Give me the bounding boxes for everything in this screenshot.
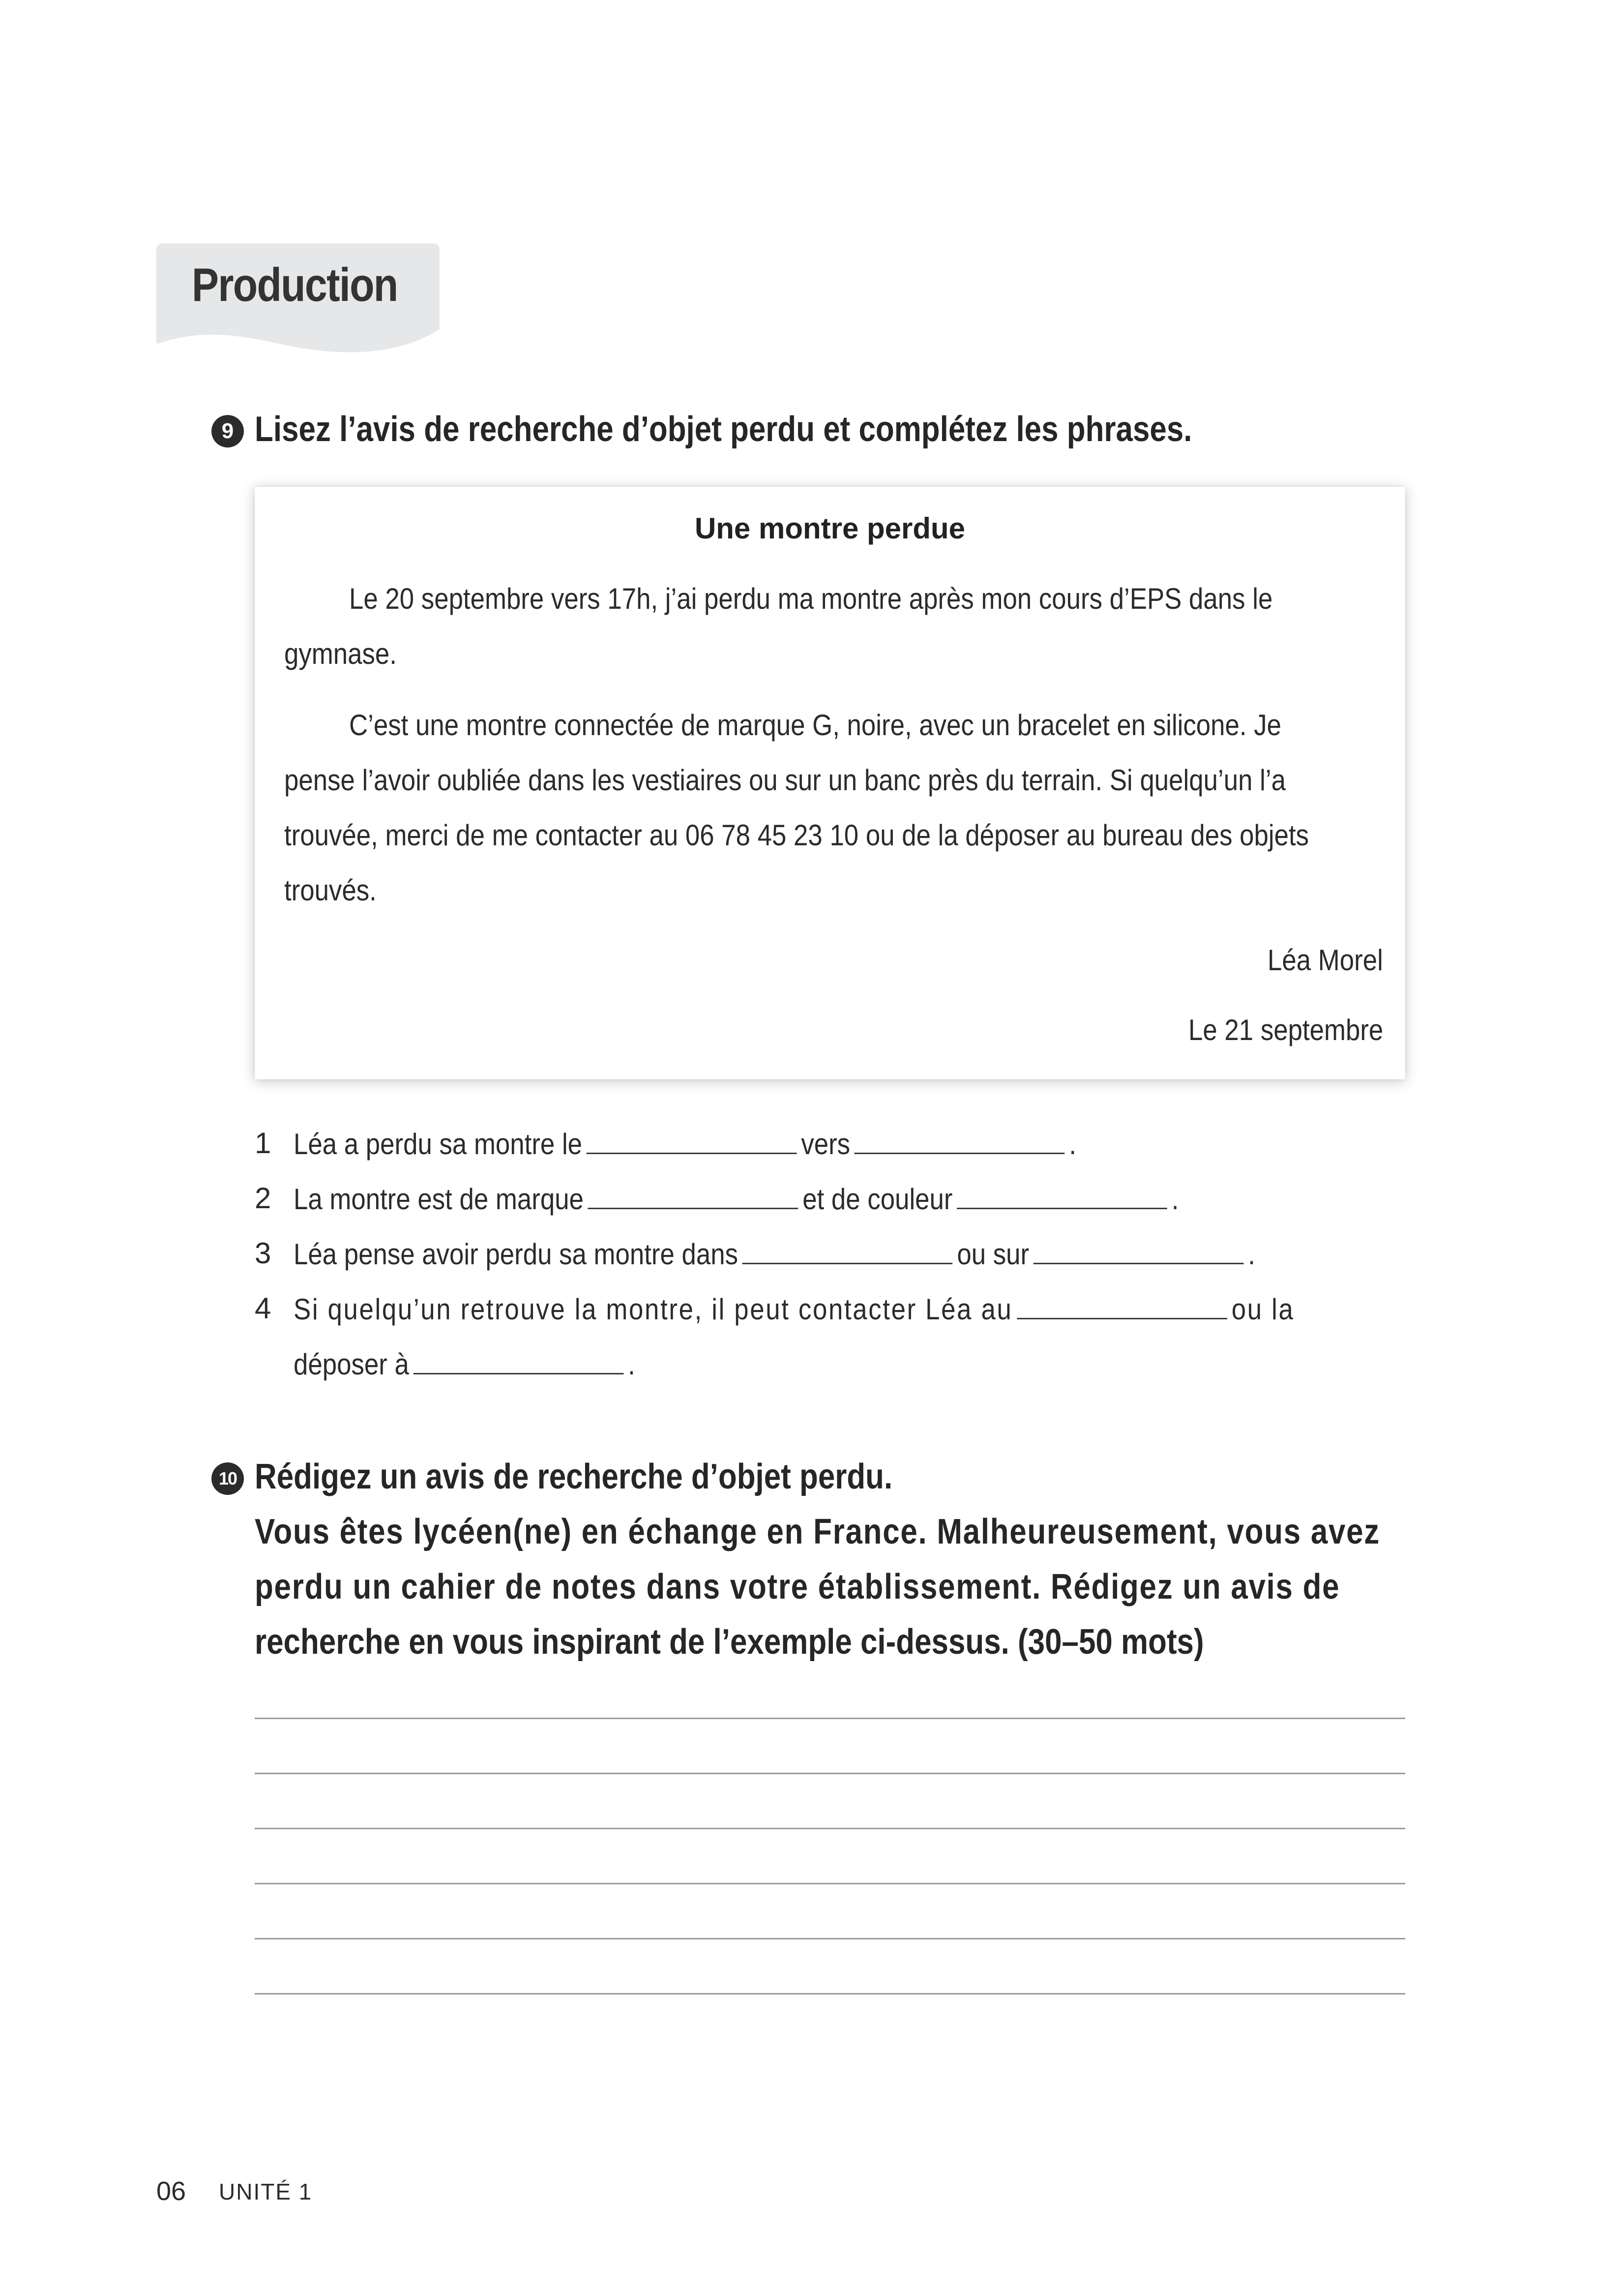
exercise-9-number-badge: 9 <box>211 415 244 447</box>
question-1-number: 1 <box>255 1127 271 1160</box>
answer-blank[interactable] <box>1033 1236 1244 1264</box>
question-1 <box>294 1126 1076 1161</box>
question-4-text-a: Si quelqu’un retrouve la montre, il peut contacter Léa au <box>294 1293 1013 1326</box>
question-1-text-b: vers <box>801 1128 851 1161</box>
notice-paragraph-2-line-4: trouvés. <box>284 874 377 907</box>
writing-line[interactable] <box>255 1773 1405 1774</box>
exercise-10-number-badge: 10 <box>211 1462 244 1495</box>
unit-label: UNITÉ 1 <box>219 2179 313 2204</box>
question-1-end: . <box>1069 1128 1077 1161</box>
answer-blank[interactable] <box>855 1126 1065 1154</box>
lost-item-notice <box>255 487 1405 1079</box>
notice-date: Le 21 septembre <box>1188 1013 1383 1046</box>
question-2-number: 2 <box>255 1182 271 1215</box>
question-4-text-b: ou la <box>1231 1293 1295 1326</box>
answer-blank[interactable] <box>413 1346 624 1374</box>
question-2 <box>294 1181 1179 1216</box>
question-2-text-b: et de couleur <box>802 1183 953 1216</box>
writing-line[interactable] <box>255 1828 1405 1829</box>
question-3-text-b: ou sur <box>957 1238 1030 1271</box>
question-3 <box>294 1236 1255 1271</box>
notice-paragraph-1-line-2: gymnase. <box>284 637 397 670</box>
question-4-text-c: déposer à <box>294 1348 409 1381</box>
answer-blank[interactable] <box>588 1181 798 1209</box>
question-2-text-a: La montre est de marque <box>294 1183 584 1216</box>
question-1-text-a: Léa a perdu sa montre le <box>294 1128 583 1161</box>
notice-title: Une montre perdue <box>694 512 966 545</box>
answer-blank[interactable] <box>957 1181 1167 1209</box>
notice-paragraph-2-line-2: pense l’avoir oubliée dans les vestiaires ou sur un banc près du terrain. Si quelqu’un l’a <box>284 764 1286 797</box>
question-4-end: . <box>628 1348 635 1381</box>
question-3-end: . <box>1248 1238 1256 1271</box>
page-number: 06 <box>156 2176 186 2206</box>
section-banner <box>156 243 440 357</box>
answer-blank[interactable] <box>742 1236 953 1264</box>
section-title: Production <box>192 259 398 311</box>
exercise-10-instruction-line-3: perdu un cahier de notes dans votre établissement. Rédigez un avis de <box>255 1567 1340 1607</box>
question-3-number: 3 <box>255 1237 271 1270</box>
writing-line[interactable] <box>255 1938 1405 1939</box>
exercise-9-instruction: Lisez l’avis de recherche d’objet perdu et complétez les phrases. <box>255 410 1192 449</box>
writing-line[interactable] <box>255 1883 1405 1884</box>
notice-signature: Léa Morel <box>1268 944 1383 977</box>
question-4-line-1 <box>294 1291 1294 1326</box>
exercise-10-instruction-line-4: recherche en vous inspirant de l’exemple ci-dessus. (30–50 mots) <box>255 1622 1204 1662</box>
notice-paragraph-2-line-1: C’est une montre connectée de marque G, noire, avec un bracelet en silicone. Je <box>349 709 1282 742</box>
question-2-end: . <box>1171 1183 1179 1216</box>
notice-paragraph-1-line-1: Le 20 septembre vers 17h, j’ai perdu ma montre après mon cours d’EPS dans le <box>349 582 1273 615</box>
question-4-number: 4 <box>255 1292 271 1325</box>
notice-paragraph-2-line-3: trouvée, merci de me contacter au 06 78 45 23 10 ou de la déposer au bureau des objets <box>284 819 1309 852</box>
answer-blank[interactable] <box>587 1126 797 1154</box>
writing-line[interactable] <box>255 1718 1405 1719</box>
exercise-10-instruction-line-2: Vous êtes lycéen(ne) en échange en France. Malheureusement, vous avez <box>255 1512 1380 1551</box>
answer-blank[interactable] <box>1017 1291 1227 1319</box>
question-3-text-a: Léa pense avoir perdu sa montre dans <box>294 1238 738 1271</box>
writing-line[interactable] <box>255 1993 1405 1994</box>
question-4-line-2 <box>294 1346 635 1381</box>
exercise-10-instruction-line-1: Rédigez un avis de recherche d’objet perdu. <box>255 1457 893 1496</box>
